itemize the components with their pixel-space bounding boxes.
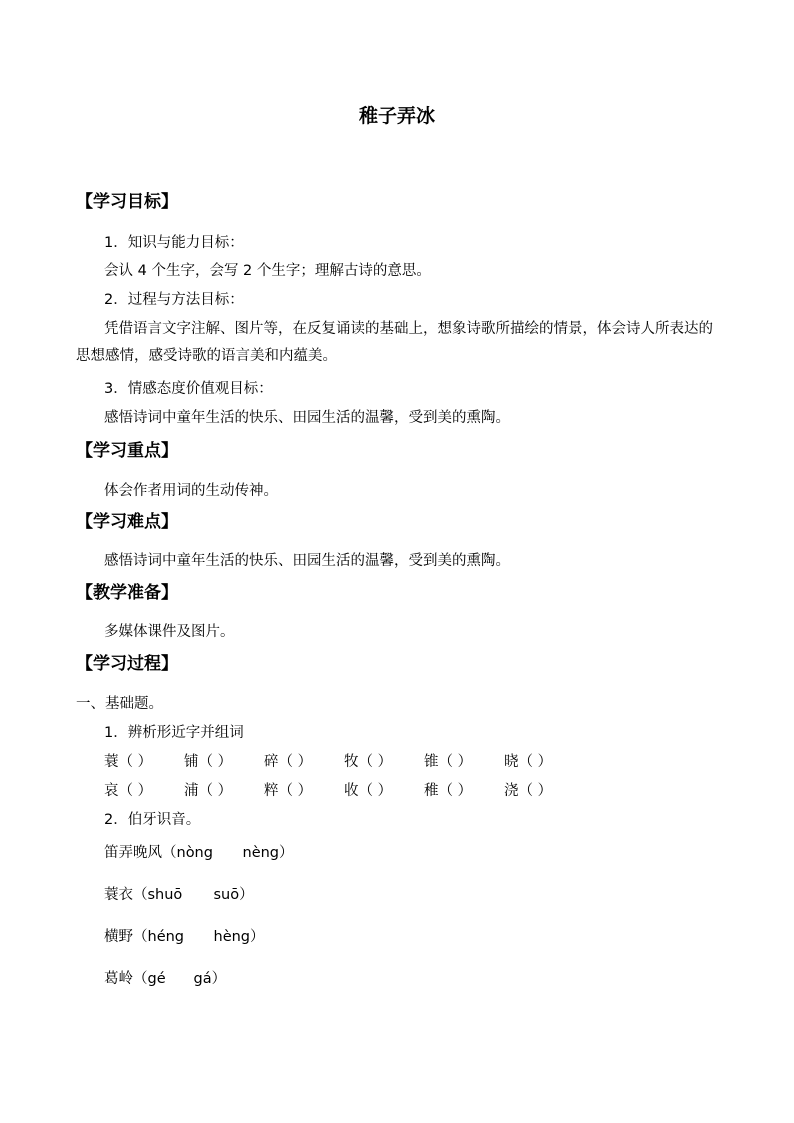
char-cell: 晓（ ） — [504, 754, 553, 770]
char-row-2 — [104, 780, 584, 802]
pinyin-item — [104, 926, 265, 948]
char-cell: 蓑（ ） — [104, 754, 153, 770]
key-points-text: 体会作者用词的生动传神。 — [104, 483, 278, 499]
goal-3-label: 3．情感态度价值观目标： — [104, 381, 273, 397]
heading-process: 【学习过程】 — [76, 654, 178, 674]
pinyin-word: 横野（ — [104, 929, 148, 945]
difficulties-text: 感悟诗词中童年生活的快乐、田园生活的温馨，受到美的熏陶。 — [104, 553, 510, 569]
goal-1-label: 1．知识与能力目标： — [104, 235, 244, 251]
char-cell: 哀（ ） — [104, 783, 153, 799]
pinyin-item — [104, 968, 226, 990]
question-1-label: 1．辨析形近字并组词 — [104, 725, 244, 741]
preparation-text: 多媒体课件及图片。 — [104, 624, 235, 640]
pinyin-option: héng — [147, 929, 185, 945]
char-cell: 稚（ ） — [424, 783, 473, 799]
pinyin-word: 笛弄晚风（ — [104, 845, 177, 861]
heading-preparation: 【教学准备】 — [76, 583, 178, 603]
heading-key-points: 【学习重点】 — [76, 441, 178, 461]
char-cell: 浇（ ） — [504, 783, 553, 799]
pinyin-option: nèng） — [242, 845, 294, 861]
char-cell: 牧（ ） — [344, 754, 393, 770]
pinyin-item — [104, 842, 294, 864]
pinyin-option: suō） — [213, 887, 254, 903]
char-cell: 粹（ ） — [264, 783, 313, 799]
char-row-1 — [104, 751, 584, 773]
goal-2-label: 2．过程与方法目标： — [104, 292, 244, 308]
pinyin-item — [104, 884, 254, 906]
char-cell: 收（ ） — [344, 783, 393, 799]
goal-2-text: 凭借语言文字注解、图片等，在反复诵读的基础上，想象诗歌所描绘的情景，体会诗人所表达的思想感情，感受诗歌的语言美和内蕴美。 — [76, 321, 713, 364]
pinyin-option: hèng） — [213, 929, 265, 945]
char-cell: 铺（ ） — [184, 754, 233, 770]
pinyin-option: gé — [147, 971, 166, 987]
pinyin-option: gá） — [193, 971, 227, 987]
heading-goals: 【学习目标】 — [76, 192, 178, 212]
part-1-label: 一、基础题。 — [76, 696, 163, 712]
pinyin-option: shuō — [147, 887, 183, 903]
char-cell: 锥（ ） — [424, 754, 473, 770]
pinyin-word: 蓑衣（ — [104, 887, 148, 903]
char-cell: 碎（ ） — [264, 754, 313, 770]
pinyin-word: 葛岭（ — [104, 971, 148, 987]
page-title: 稚子弄冰 — [358, 105, 435, 127]
heading-difficulties: 【学习难点】 — [76, 512, 178, 532]
goal-3-text: 感悟诗词中童年生活的快乐、田园生活的温馨，受到美的熏陶。 — [104, 410, 510, 426]
goal-1-text: 会认 4 个生字，会写 2 个生字；理解古诗的意思。 — [104, 263, 431, 279]
question-2-label: 2．伯牙识音。 — [104, 812, 201, 828]
pinyin-option: nòng — [176, 845, 213, 861]
char-cell: 浦（ ） — [184, 783, 233, 799]
